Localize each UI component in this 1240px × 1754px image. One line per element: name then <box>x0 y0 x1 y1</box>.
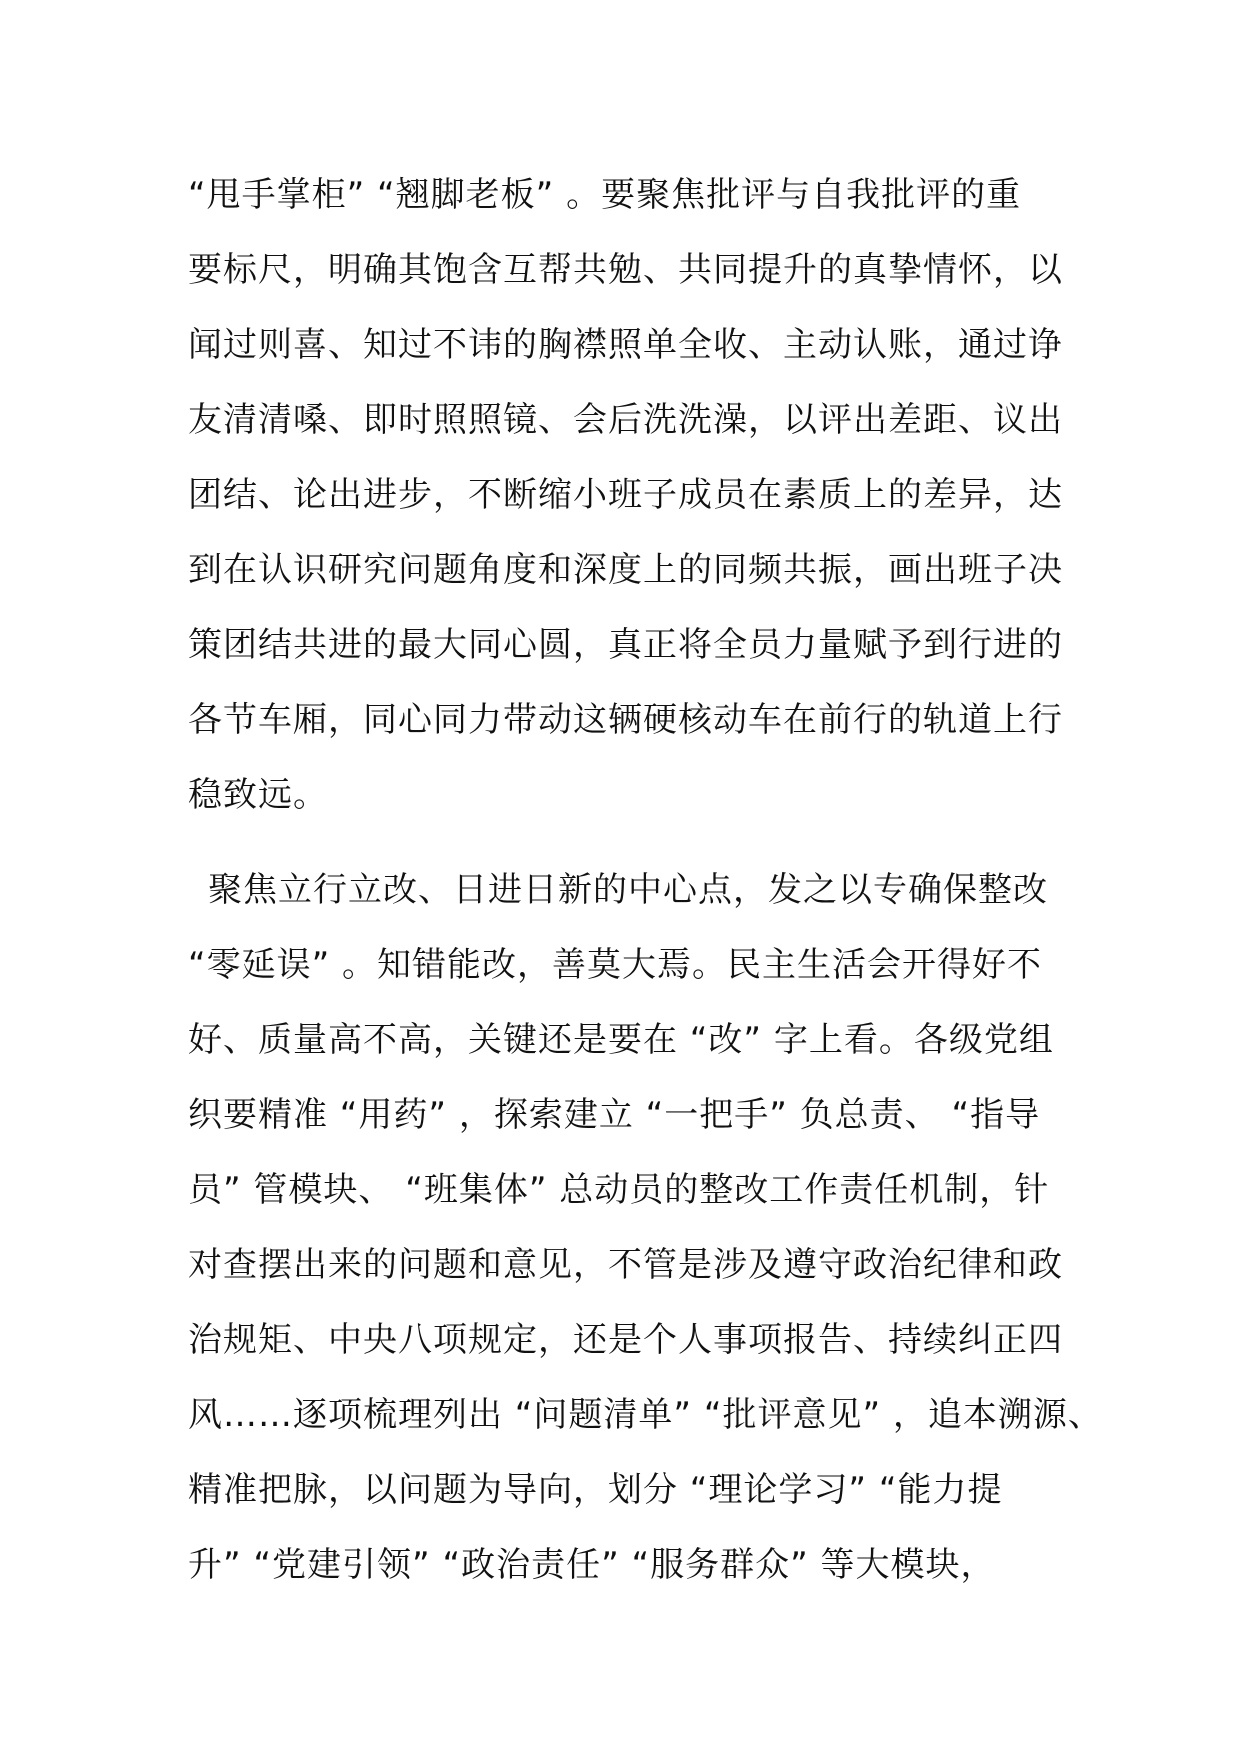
text-line: 策团结共进的最大同心圆，真正将全员力量赋予到行进的 <box>188 625 1063 665</box>
text-line: 好、质量高不高，关键还是要在 “改” 字上看。各级党组 <box>188 1020 1054 1060</box>
paragraph <box>188 158 1068 833</box>
text-line: 到在认识研究问题角度和深度上的同频共振，画出班子决 <box>188 550 1063 590</box>
text-line: “甩手掌柜” “翘脚老板” 。要聚焦批评与自我批评的重 <box>188 175 1022 215</box>
text-line: 聚焦立行立改、日进日新的中心点，发之以专确保整改 <box>208 870 1048 910</box>
text-line: 风……逐项梳理列出 “问题清单” “批评意见” ，追本溯源、 <box>188 1395 1103 1435</box>
text-line: 友清清嗓、即时照照镜、会后洗洗澡，以评出差距、议出 <box>188 400 1063 440</box>
text-line: 各节车厢，同心同力带动这辆硬核动车在前行的轨道上行 <box>188 700 1063 740</box>
text-line: 稳致远。 <box>188 775 328 815</box>
text-line: 对查摆出来的问题和意见，不管是涉及遵守政治纪律和政 <box>188 1245 1063 1285</box>
text-line: 织要精准 “用药” ，探索建立 “一把手” 负总责、 “指导 <box>188 1095 1041 1135</box>
text-line: 升” “党建引领” “政治责任” “服务群众” 等大模块， <box>188 1545 996 1585</box>
text-line: 精准把脉，以问题为导向，划分 “理论学习” “能力提 <box>188 1470 1003 1510</box>
text-line: 治规矩、中央八项规定，还是个人事项报告、持续纠正四 <box>188 1320 1063 1360</box>
paragraph <box>188 853 1103 1603</box>
text-line: “零延误” 。知错能改，善莫大焉。民主生活会开得好不 <box>188 945 1043 985</box>
text-line: 团结、论出进步，不断缩小班子成员在素质上的差异，达 <box>188 475 1063 515</box>
text-line: 要标尺，明确其饱含互帮共勉、共同提升的真挚情怀，以 <box>188 250 1063 290</box>
text-line: 员” 管模块、 “班集体” 总动员的整改工作责任机制，针 <box>188 1170 1050 1210</box>
text-line: 闻过则喜、知过不讳的胸襟照单全收、主动认账，通过诤 <box>188 325 1063 365</box>
